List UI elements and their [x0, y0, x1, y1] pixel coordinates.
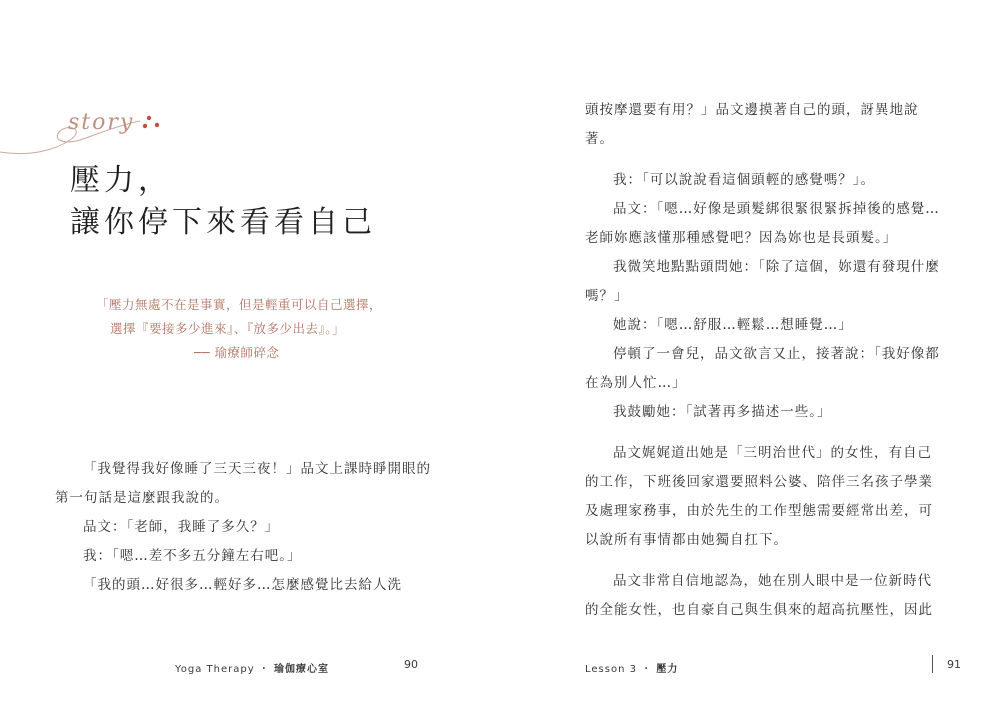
left-footer: [175, 660, 329, 675]
story-label: story: [68, 110, 135, 135]
paragraph: 我微笑地點點頭問她：「除了這個，妳還有發現什麼嗎？」: [585, 259, 940, 304]
quote-attribution: ── 瑜療師碎念: [194, 345, 280, 360]
footer-chapter-name: 壓力: [656, 664, 679, 675]
title-line-1: 壓力，: [70, 163, 172, 198]
paragraph: 品文非常自信地認為，她在別人眼中是一位新時代的全能女性，也自豪自己與生俱來的超高抗壓性，因此: [585, 573, 933, 618]
dot-3: [143, 124, 147, 128]
paragraph: 我鼓勵她：「試著再多描述一些。」: [613, 404, 832, 420]
paragraph: 「我覺得我好像睡了三天三夜！」品文上課時睜開眼的第一句話是這麼跟我說的。: [55, 461, 431, 506]
paragraph: 品文：「老師，我睡了多久？」: [83, 519, 280, 535]
paragraph: 品文娓娓道出她是「三明治世代」的女性，有自己的工作，下班後回家還要照料公婆、陪伴三名孩子學業及處理家務事，由於先生的工作型態需要經常出差，可以說所有事情都由她獨自扛下。: [585, 445, 933, 548]
paragraph: 「我的頭…好很多…輕好多…怎麼感覺比去給人洗: [83, 577, 402, 593]
title-line-2: 讓你停下來看看自己: [70, 205, 376, 240]
right-footer: [585, 660, 678, 675]
footer-book-title: Yoga Therapy: [175, 664, 255, 675]
paragraph: 我：「嗯…差不多五分鐘左右吧。」: [83, 548, 302, 564]
paragraph: 她說：「嗯…舒服…輕鬆…想睡覺…」: [613, 317, 853, 333]
left-body-text: [55, 455, 445, 600]
chapter-title: [70, 160, 376, 244]
paragraph: 我：「可以說說看這個頭輕的感覺嗎？」。: [613, 172, 875, 188]
right-page: [500, 0, 1000, 709]
quote-line-1: 「壓力無處不在是事實，但是輕重可以自己選擇，: [96, 297, 383, 312]
page-number-left: 90: [404, 658, 418, 671]
paragraph: 停頓了一會兒，品文欲言又止，接著說：「我好像都在為別人忙…」: [585, 346, 940, 391]
paragraph: 頭按摩還要有用？」品文邊摸著自己的頭，訝異地說著。: [585, 102, 919, 147]
dot-2: [155, 123, 159, 127]
story-flourish: [0, 95, 180, 165]
footer-separator: ・: [641, 664, 653, 675]
epigraph-quote: [96, 293, 416, 365]
page-number-divider: [932, 655, 933, 673]
dot-1: [147, 116, 151, 120]
footer-separator: ・: [258, 664, 270, 675]
page-number-right: 91: [947, 658, 961, 671]
paragraph: 品文：「嗯…好像是頭髮綁很緊很緊拆掉後的感覺…老師妳應該懂那種感覺吧？因為妳也是長頭髮。」: [585, 201, 940, 246]
quote-line-2: 選擇『要接多少進來』、『放多少出去』。」: [110, 321, 346, 336]
footer-series-name: 瑜伽療心室: [274, 664, 330, 675]
footer-lesson: Lesson 3: [585, 664, 637, 675]
right-body-text: [585, 96, 945, 625]
